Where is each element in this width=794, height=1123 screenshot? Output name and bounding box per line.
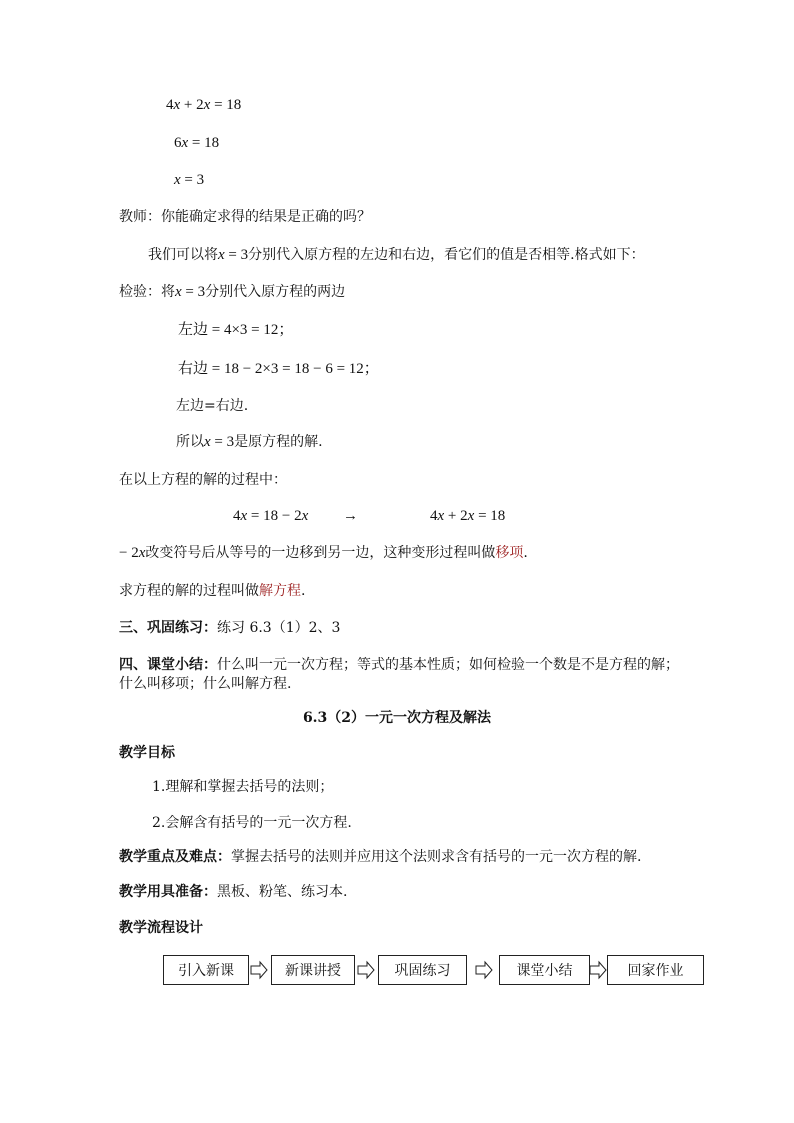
process-intro: 在以上方程的解的过程中： [119, 472, 287, 488]
flow-arrow-icon [475, 960, 493, 980]
flow-step-homework: 回家作业 [607, 955, 704, 985]
transform-left: 4x = 18 − 2x [233, 508, 309, 524]
flow-arrow-icon [250, 960, 268, 980]
flow-arrow-icon [357, 960, 375, 980]
solution-step-2: 6x = 18 [174, 135, 220, 151]
solve-definition: 求方程的解的过程叫做解方程. [119, 583, 306, 599]
substitute-line: 我们可以将x = 3分别代入原方程的左边和右边，看它们的值是否相等.格式如下： [148, 247, 645, 263]
goal-item: 2.会解含有括号的一元一次方程. [152, 815, 352, 831]
check-line: 检验：将x = 3分别代入原方程的两边 [119, 284, 346, 300]
section-practice-heading: 三、巩固练习： [119, 620, 217, 636]
solve-keyword: 解方程 [259, 583, 301, 599]
flow-heading: 教学流程设计 [119, 920, 203, 936]
conclusion: 所以x = 3是原方程的解. [176, 434, 323, 450]
transpose-keyword: 移项 [495, 545, 524, 561]
right-side-check: 右边 = 18 − 2×3 = 18 − 6 = 12； [178, 359, 379, 377]
flow-step-intro: 引入新课 [163, 955, 249, 985]
flow-arrow-icon [589, 960, 607, 980]
key-points-heading: 教学重点及难点： [119, 849, 231, 865]
transpose-definition: − 2x改变符号后从等号的一边移到另一边，这种变形过程叫做移项. [119, 545, 528, 561]
lesson-title: 6.3（2）一元一次方程及解法 [302, 710, 492, 726]
transform-arrow: → [343, 508, 358, 524]
section-summary-heading: 四、课堂小结： [119, 657, 217, 673]
tools: 教学用具准备：黑板、粉笔、练习本. [119, 884, 348, 900]
solution-step-3: x = 3 [174, 172, 205, 188]
goals-heading: 教学目标 [119, 745, 175, 761]
equality-statement: 左边=右边. [176, 398, 249, 414]
flow-step-new-lesson: 新课讲授 [271, 955, 355, 985]
section-summary: 四、课堂小结：什么叫一元一次方程；等式的基本性质；如何检验一个数是不是方程的解； [119, 657, 679, 673]
goal-item: 1.理解和掌握去括号的法则； [152, 779, 334, 795]
flow-step-practice: 巩固练习 [378, 955, 467, 985]
key-points: 教学重点及难点：掌握去括号的法则并应用这个法则求含有括号的一元一次方程的解. [119, 849, 642, 865]
left-side-check: 左边 = 4×3 = 12； [178, 320, 294, 338]
solution-step-1: 4x + 2x = 18 [166, 97, 242, 113]
section-summary-line2: 什么叫移项；什么叫解方程. [119, 676, 292, 692]
section-practice: 三、巩固练习：练习 6.3（1）2、3 [119, 620, 341, 636]
transform-right: 4x + 2x = 18 [430, 508, 506, 524]
flow-step-summary: 课堂小结 [499, 955, 590, 985]
tools-heading: 教学用具准备： [119, 884, 217, 900]
teacher-question: 教师：你能确定求得的结果是正确的吗？ [119, 209, 371, 225]
